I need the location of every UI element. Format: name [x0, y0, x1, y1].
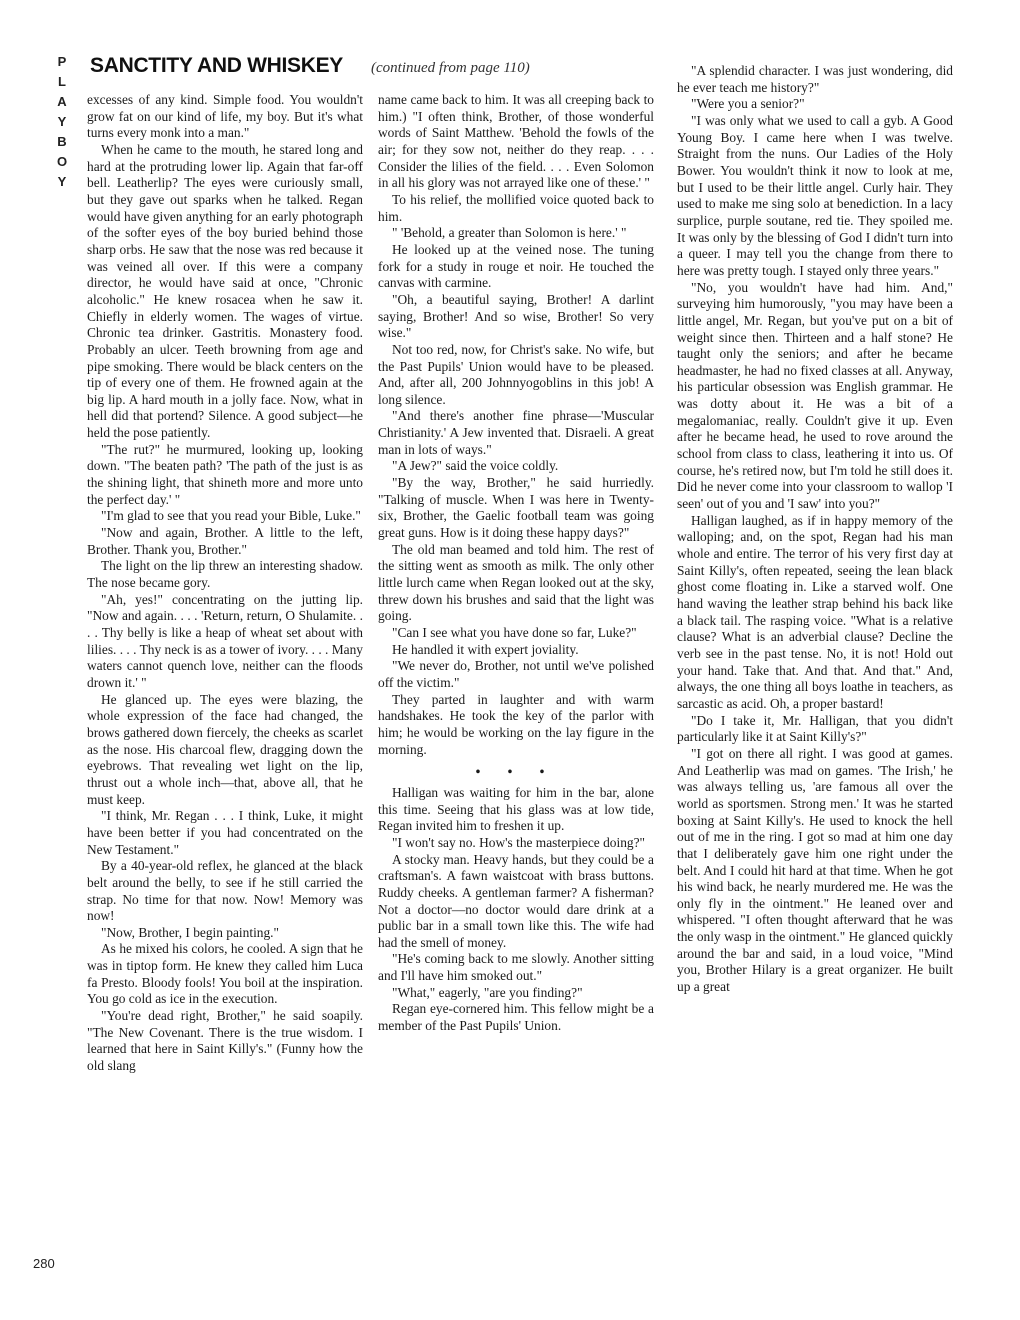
paragraph: excesses of any kind. Simple food. You wouldn't grow fat on our kind of life, my boy. But it's what turns every monk into a man." [87, 92, 363, 141]
paragraph: "Were you a senior?" [691, 96, 805, 112]
paragraph: "I won't say no. How's the masterpiece doing?" [392, 834, 646, 850]
paragraph: "I got on there all right. I was good at games. And Leatherlip was mad on games. 'The Irish,' he was always telling us, 'are famous all over the world as sportsmen. Strong men.' It was he started boxing at Saint Killy's. He used to knock the hell out of me in the ring. I got so mad at him one day that I deliberately gave him one right under the belt. And I could hit hard at that time. When he got his wind back, he nearly murdered me. He was the only fly in the ointment." He leaned over and whispered. "I often thought afterward that he was the only wasp in the ointment." He glanced quickly around the bar and said, in a loud voice, "Mind you, Brother Hilary is a great organizer. He built up a great [677, 745, 953, 995]
page-number: 280 [33, 1256, 55, 1271]
paragraph: "Can I see what you have done so far, Luke?" [392, 625, 637, 640]
paragraph: The light on the lip threw an interesting shadow. The nose became gory. [87, 558, 363, 591]
side-label-letter: B [57, 134, 67, 149]
paragraph: As he mixed his colors, he cooled. A sign that he was in tiptop form. He knew they called him Luca fa Presto. Bloody fools! You boil at the inspiration. You go cold as ice in the execution. [87, 941, 363, 1007]
paragraph: Halligan laughed, as if in happy memory of the walloping; and, on the spot, Regan had his man whole and entire. The terror of his very first day at Saint Killy's, often repeated, seeing the lean black ghost come floating in. Like a starved wolf. One hand waving the leather strap behind his back like a black tail. The rasping voice. "What is a relative clause? What is an adverbial clause? Decline the verb see in the past tense. No, it is not! Hold out your hand. Take that. And that. And that." And, always, the one thing all boys loathe in teachers, as sarcastic as acid. Oh, a proper bastard! [677, 512, 953, 711]
paragraph: "A splendid character. I was just wondering, did he ever teach me history?" [677, 63, 953, 95]
paragraph: He handled it with expert joviality. [392, 641, 579, 657]
paragraph: Not too red, now, for Christ's sake. No wife, but the Past Pupils' Union would have to be pleased. And, after all, 200 Johnnyogoblins in this job! A long silence. [378, 341, 654, 407]
paragraph: "Do I take it, Mr. Halligan, that you didn't particularly like it at Saint Killy's?" [677, 712, 953, 745]
paragraph: "Oh, a beautiful saying, Brother! A darlint saying, Brother! And so wise, Brother! So very wise." [378, 291, 654, 341]
paragraph: name came back to him. It was all creeping back to him.) "I often think, Brother, of those wonderful words of Saint Matthew. 'Behold the fowls of the air; for they sow not, neither do they reap. . . . Consider the lilies of the field. . . . Even Solomon in all his glory was not arrayed like one of these.' " [378, 92, 654, 191]
paragraph: "A Jew?" said the voice coldly. [392, 458, 559, 474]
text-column-3 [677, 63, 953, 996]
paragraph: "Now and again, Brother. A little to the left, Brother. Thank you, Brother." [87, 525, 363, 557]
paragraph: "We never do, Brother, not until we've polished off the victim." [378, 658, 654, 690]
paragraph: "Ah, yes!" concentrating on the jutting lip. "Now and again. . . . 'Return, return, O Shulamite. . . . Thy belly is like a heap of wheat set about with lilies. . . . Thy neck is as a tower of ivory. . . . Many waters cannot quench love, neither can the floods drown it.' " [87, 591, 363, 690]
paragraph: When he came to the mouth, he stared long and hard at the protruding lower lip. Again that far-off bell. Leatherlip? The eyes were curiously small, but they gave out sparks when he talked. Regan would have given anything for an early photograph of the softer eyes of the boy buried behind those sharp orbs. He saw that the nose was red because it was veined all over. If this were a company director, he would have said at once, "Chronic alcoholic." He knew rosacea when he saw it. Chiefly in elderly women. The wages of virtue. Chronic tea drinker. Gastritis. Monastery food. Probably an ulcer. Teeth browning from age and pipe smoking. There would be black centers on the tip of every one of them. He frowned again at the big lip. A hard mouth in a jolly face. Now, what in hell did that portend? Silence. A good subject—he held the pose patiently. [87, 141, 363, 441]
paragraph: "I'm glad to see that you read your Bible, Luke." [101, 508, 361, 524]
text-column-1 [87, 92, 363, 1075]
paragraph: "And there's another fine phrase—'Muscular Christianity.' A Jew invented that. Disraeli. A great man in lots of ways." [378, 408, 654, 457]
paragraph: "I was only what we used to call a gyb. A Good Young Boy. I came here when I was twelve. Straight from the nuns. Our Ladies of the Holy Bower. You wouldn't think it now to look at me, but I used to be their little angel. Curly hair. They used to make me sing solo at benediction. In a lacy surplice, purple soutane, red tie. They spoiled me. It was only by the blessing of God I didn't turn into a queer. I may tell you the change from there to here was pretty tough. I stayed only three years." [677, 112, 953, 278]
paragraph: "By the way, Brother," he said hurriedly. "Talking of muscle. When I was here in Twenty-six, Brother, the Gaelic football team was going great guns. How is it doing these happy days?" [378, 475, 654, 541]
paragraph: To his relief, the mollified voice quoted back to him. [378, 191, 654, 224]
side-label-letter: O [56, 154, 68, 169]
paragraph: "He's coming back to me slowly. Another sitting and I'll have him smoked out." [378, 951, 654, 984]
paragraph: "Now, Brother, I begin painting." [101, 924, 279, 940]
paragraph: "What," eagerly, "are you finding?" [392, 984, 583, 1000]
paragraph: By a 40-year-old reflex, he glanced at the black belt around the belly, to see if he still carried the strap. No time for that now. Now! Memory was now! [87, 858, 363, 924]
side-label-letter: P [57, 54, 67, 69]
paragraph: "The rut?" he murmured, looking up, looking down. "The beaten path? 'The path of the just is as the shining light, that shineth more and more unto the perfect day.' " [87, 441, 363, 507]
magazine-side-label [50, 52, 74, 192]
paragraph: "You're dead right, Brother," he said soapily. "The New Covenant. There is the true wisdom. I learned that here in Saint Killy's." (Funny how the old slang [87, 1008, 363, 1074]
paragraph: " 'Behold, a greater than Solomon is here.' " [392, 225, 627, 241]
text-column-2 [378, 92, 654, 1035]
paragraph: Regan eye-cornered him. This fellow might be a member of the Past Pupils' Union. [378, 1001, 654, 1034]
side-label-letter: Y [57, 114, 67, 129]
paragraph: He glanced up. The eyes were blazing, the whole expression of the face had changed, the brows gathered down fiercely, the cheeks as scarlet as the nose. His charcoal flew, dragging down the eyebrows. That revealing wet light on the lip, thrust out a whole inch—that, above all, that he must keep. [87, 691, 363, 807]
paragraph: "I think, Mr. Regan . . . I think, Luke, it might have been better if you had concentrated on the New Testament." [87, 808, 363, 857]
paragraph: He looked up at the veined nose. The tuning fork for a study in rouge et noir. He touched the canvas with carmine. [378, 241, 654, 291]
paragraph: The old man beamed and told him. The rest of the sitting went as smooth as milk. The only other little lurch came when Regan looked out at the sky, threw down his brushes and said that the light was going. [378, 541, 654, 624]
paragraph: A stocky man. Heavy hands, but they could be a craftsman's. A fawn waistcoat with brass buttons. Ruddy cheeks. A gentleman farmer? A fisherman? Not a doctor—no doctor would dare drink at a public bar in a small town like this. The wife had had the smell of money. [378, 851, 654, 950]
side-label-letter: A [57, 94, 67, 109]
paragraph: Halligan was waiting for him in the bar, alone this time. Seeing that his glass was at low tide, Regan invited him to freshen it up. [378, 784, 654, 834]
continued-note: (continued from page 110) [371, 60, 530, 76]
section-break: • • • [475, 764, 557, 780]
side-label-letter: Y [57, 174, 67, 189]
story-title: SANCTITY AND WHISKEY [90, 54, 344, 77]
paragraph: "No, you wouldn't have had him. And," surveying him humorously, "you may have been a little angel, Mr. Regan, but you've put on a bit of weight since then. Thirteen and a half stone? He taught only the seniors; and after he became headmaster, he had no fixed classes at all. Anyway, his particular obsession was English grammar. He was dotty about it. He was a bit of a megalomaniac, really. Couldn't give it up. Even after he became head, he used to rove around the school from class to class, leathering it into us. Of course, he's retired now, but I'm told he still does it. Did he never come into your classroom to wallop 'I seen' out of you and 'I saw' into you?" [677, 279, 953, 512]
story-header [90, 54, 650, 84]
side-label-letter: L [58, 74, 66, 89]
paragraph: They parted in laughter and with warm handshakes. He took the key of the parlor with him; he would be working on the lay figure in the morning. [378, 691, 654, 757]
